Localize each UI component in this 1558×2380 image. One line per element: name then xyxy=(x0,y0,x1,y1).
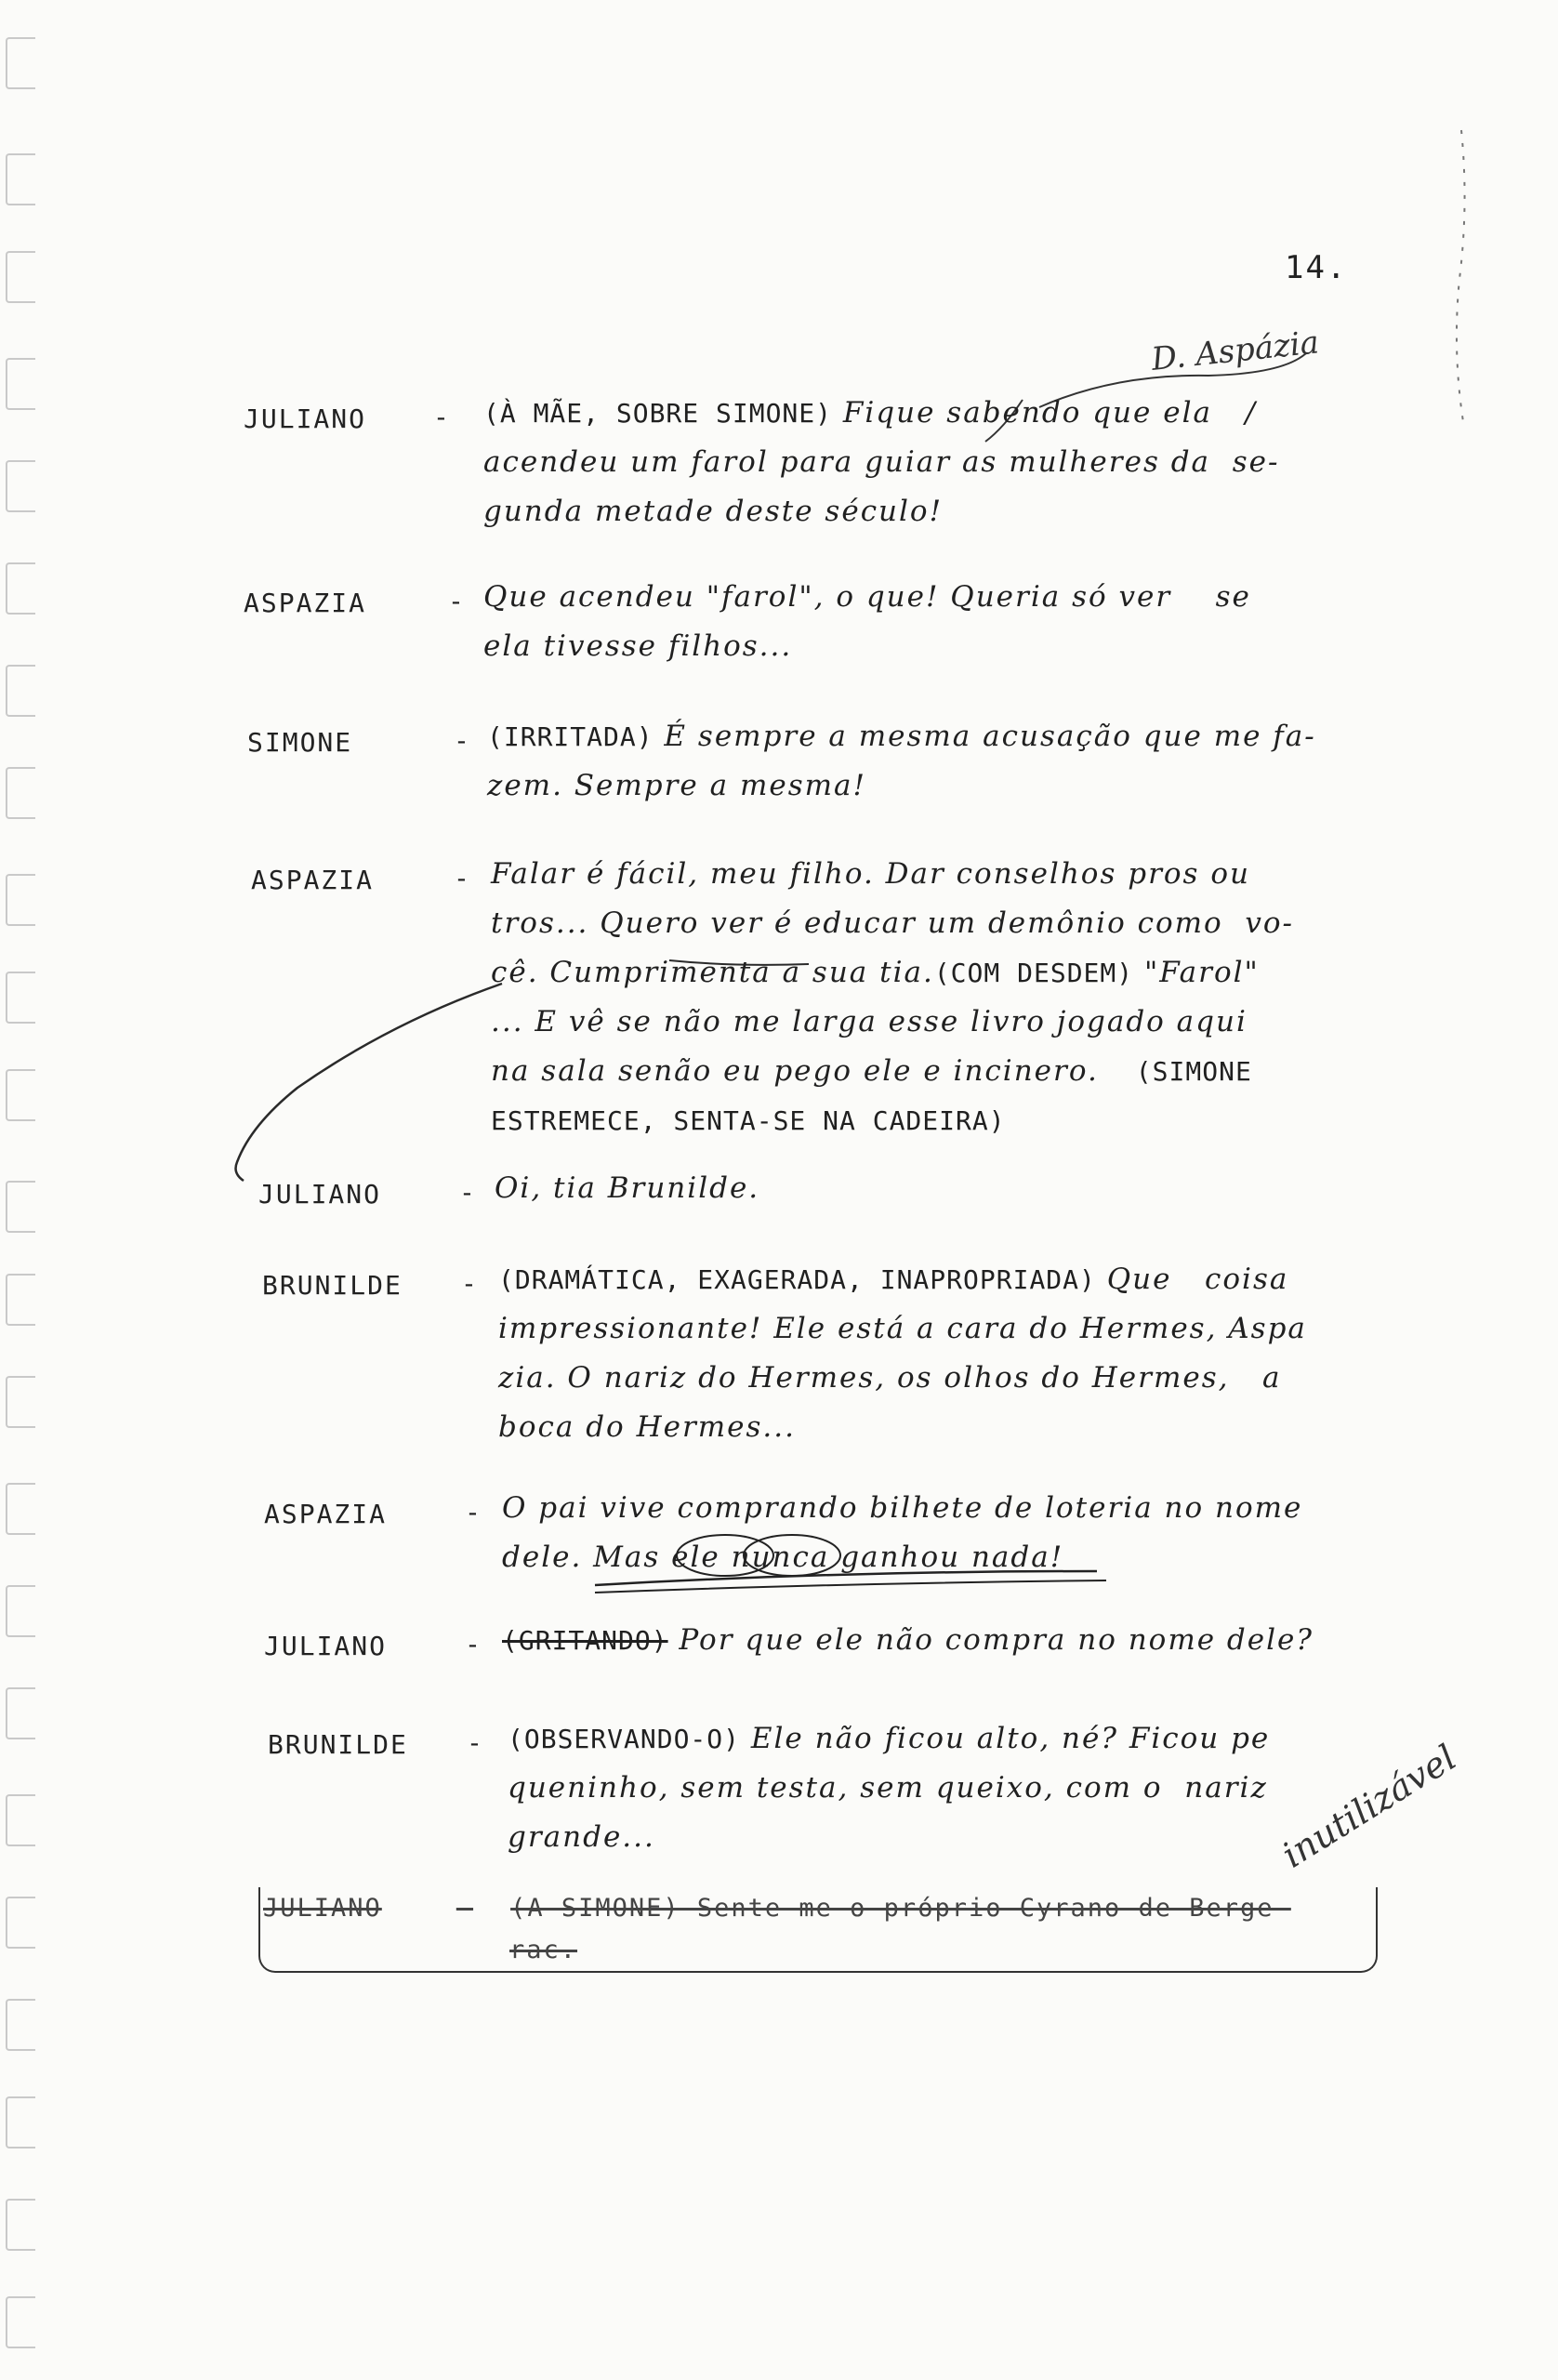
line-dash: - xyxy=(465,1629,481,1659)
dialogue-line: na sala senão eu pego ele e incinero. xyxy=(491,1054,1099,1088)
annotation-margin-text: inutilizável xyxy=(1274,1737,1464,1876)
punch-hole-icon xyxy=(6,562,35,615)
page-number: 14. xyxy=(1285,249,1348,286)
punch-hole-icon xyxy=(6,1274,35,1326)
dialogue-text xyxy=(483,389,1257,438)
punch-hole-icon xyxy=(6,2096,35,2149)
dialogue-line: Que acendeu "farol", o que! Queria só ver se xyxy=(483,580,1251,614)
dialogue-line: É sempre a mesma acusação que me fa- xyxy=(653,720,1316,753)
speaker-juliano: JULIANO xyxy=(258,1179,382,1210)
line-dash: - xyxy=(454,725,469,756)
punch-hole-icon xyxy=(6,972,35,1024)
dialogue-line: dele. Mas ele nunca ganhou nada! xyxy=(502,1540,1064,1574)
speaker-brunilde: BRUNILDE xyxy=(268,1729,408,1760)
dialogue-line: zia. O nariz do Hermes, os olhos do Hermes, a xyxy=(498,1361,1282,1395)
punch-hole-icon xyxy=(6,1483,35,1535)
speaker-aspazia: ASPAZIA xyxy=(264,1499,388,1529)
dialogue-text xyxy=(502,1616,1314,1665)
punch-hole-icon xyxy=(6,767,35,819)
punch-hole-icon xyxy=(6,1585,35,1637)
dialogue-line: impressionante! Ele está a cara do Hermes, Aspa xyxy=(498,1312,1307,1345)
annotation-top-text: D. Aspázia xyxy=(1149,324,1321,378)
dialogue-text xyxy=(487,712,1316,761)
punch-hole-icon xyxy=(6,153,35,205)
punch-hole-icon xyxy=(6,1897,35,1949)
punch-hole-icon xyxy=(6,37,35,89)
punch-hole-icon xyxy=(6,1999,35,2051)
punch-hole-icon xyxy=(6,251,35,303)
dialogue-line: Falar é fácil, meu filho. Dar conselhos pros ou xyxy=(491,857,1250,891)
dialogue-line: Por que ele não compra no nome dele? xyxy=(667,1623,1314,1657)
dialogue-line: grande... xyxy=(508,1820,655,1854)
dialogue-line: tros... Quero ver é educar um demônio como vo- xyxy=(491,906,1295,940)
line-dash: - xyxy=(448,586,464,616)
punch-hole-icon xyxy=(6,1687,35,1739)
line-dash: - xyxy=(454,863,469,893)
speaker-juliano: JULIANO xyxy=(244,403,367,434)
speaker-aspazia: ASPAZIA xyxy=(244,588,367,618)
dialogue-line: queninho, sem testa, sem queixo, com o nariz xyxy=(508,1771,1268,1805)
dialogue-line: cê. Cumprimenta a sua tia. xyxy=(491,956,934,989)
speaker-juliano: JULIANO xyxy=(264,1631,388,1661)
punch-hole-icon xyxy=(6,874,35,926)
dialogue-text xyxy=(491,948,1260,998)
dialogue-line: Oi, tia Brunilde. xyxy=(495,1171,760,1205)
line-dash: - xyxy=(461,1268,477,1299)
crossed-text: (A SIMONE) Sente-me o próprio Cyrano de Berge- xyxy=(510,1894,1291,1923)
stage-direction: (DRAMÁTICA, EXAGERADA, INAPROPRIADA) xyxy=(498,1264,1096,1295)
stage-direction: (GRITANDO) xyxy=(502,1625,668,1656)
dialogue-text xyxy=(491,1047,1252,1096)
punch-hole-icon xyxy=(6,1794,35,1846)
dialogue-line: acendeu um farol para guiar as mulheres da se- xyxy=(483,445,1280,479)
dialogue-line: gunda metade deste século! xyxy=(483,495,944,528)
dialogue-line: Fique sabendo que ela / xyxy=(832,396,1257,430)
speaker-brunilde: BRUNILDE xyxy=(262,1270,403,1301)
stage-direction: (À MÃE, SOBRE SIMONE) xyxy=(483,398,833,429)
stage-direction: (SIMONE xyxy=(1135,1056,1252,1087)
punch-hole-icon xyxy=(6,1376,35,1428)
line-dash: - xyxy=(433,402,449,432)
dialogue-line: O pai vive comprando bilhete de loteria no nome xyxy=(502,1491,1303,1525)
dialogue-line: ela tivesse filhos... xyxy=(483,629,793,663)
line-dash: - xyxy=(467,1727,482,1758)
dialogue-line: boca do Hermes... xyxy=(498,1410,796,1444)
punch-hole-icon xyxy=(6,2199,35,2251)
punch-hole-icon xyxy=(6,1069,35,1121)
dialogue-line: zem. Sempre a mesma! xyxy=(487,769,866,802)
dialogue-line: Ele não ficou alto, né? Ficou pe xyxy=(740,1722,1271,1755)
punch-hole-icon xyxy=(6,460,35,512)
line-dash: - xyxy=(459,1177,475,1208)
crossed-dash: - xyxy=(456,1894,474,1923)
punch-hole-icon xyxy=(6,665,35,717)
speaker-aspazia: ASPAZIA xyxy=(251,865,375,895)
crossed-out-line: rac. xyxy=(509,1936,578,1964)
dialogue-text xyxy=(508,1714,1270,1764)
stage-direction: (COM DESDEM) xyxy=(933,958,1134,988)
crossed-out-line xyxy=(263,1894,1291,1923)
punch-hole-icon xyxy=(6,358,35,410)
punch-hole-icon xyxy=(6,1181,35,1233)
stage-direction: ESTREMECE, SENTA-SE NA CADEIRA) xyxy=(491,1105,1006,1136)
crossed-speaker: JULIANO xyxy=(263,1894,382,1923)
dialogue-line: "Farol" xyxy=(1133,956,1260,989)
dialogue-line: Que coisa xyxy=(1095,1263,1289,1296)
stage-direction: (OBSERVANDO-O) xyxy=(508,1724,741,1754)
line-dash: - xyxy=(465,1497,481,1527)
dialogue-text xyxy=(498,1255,1288,1304)
speaker-simone: SIMONE xyxy=(247,727,353,758)
dialogue-line: ... E vê se não me larga esse livro jogado aqui xyxy=(491,1005,1248,1038)
punch-hole-icon xyxy=(6,2296,35,2348)
stage-direction: (IRRITADA) xyxy=(487,721,654,752)
